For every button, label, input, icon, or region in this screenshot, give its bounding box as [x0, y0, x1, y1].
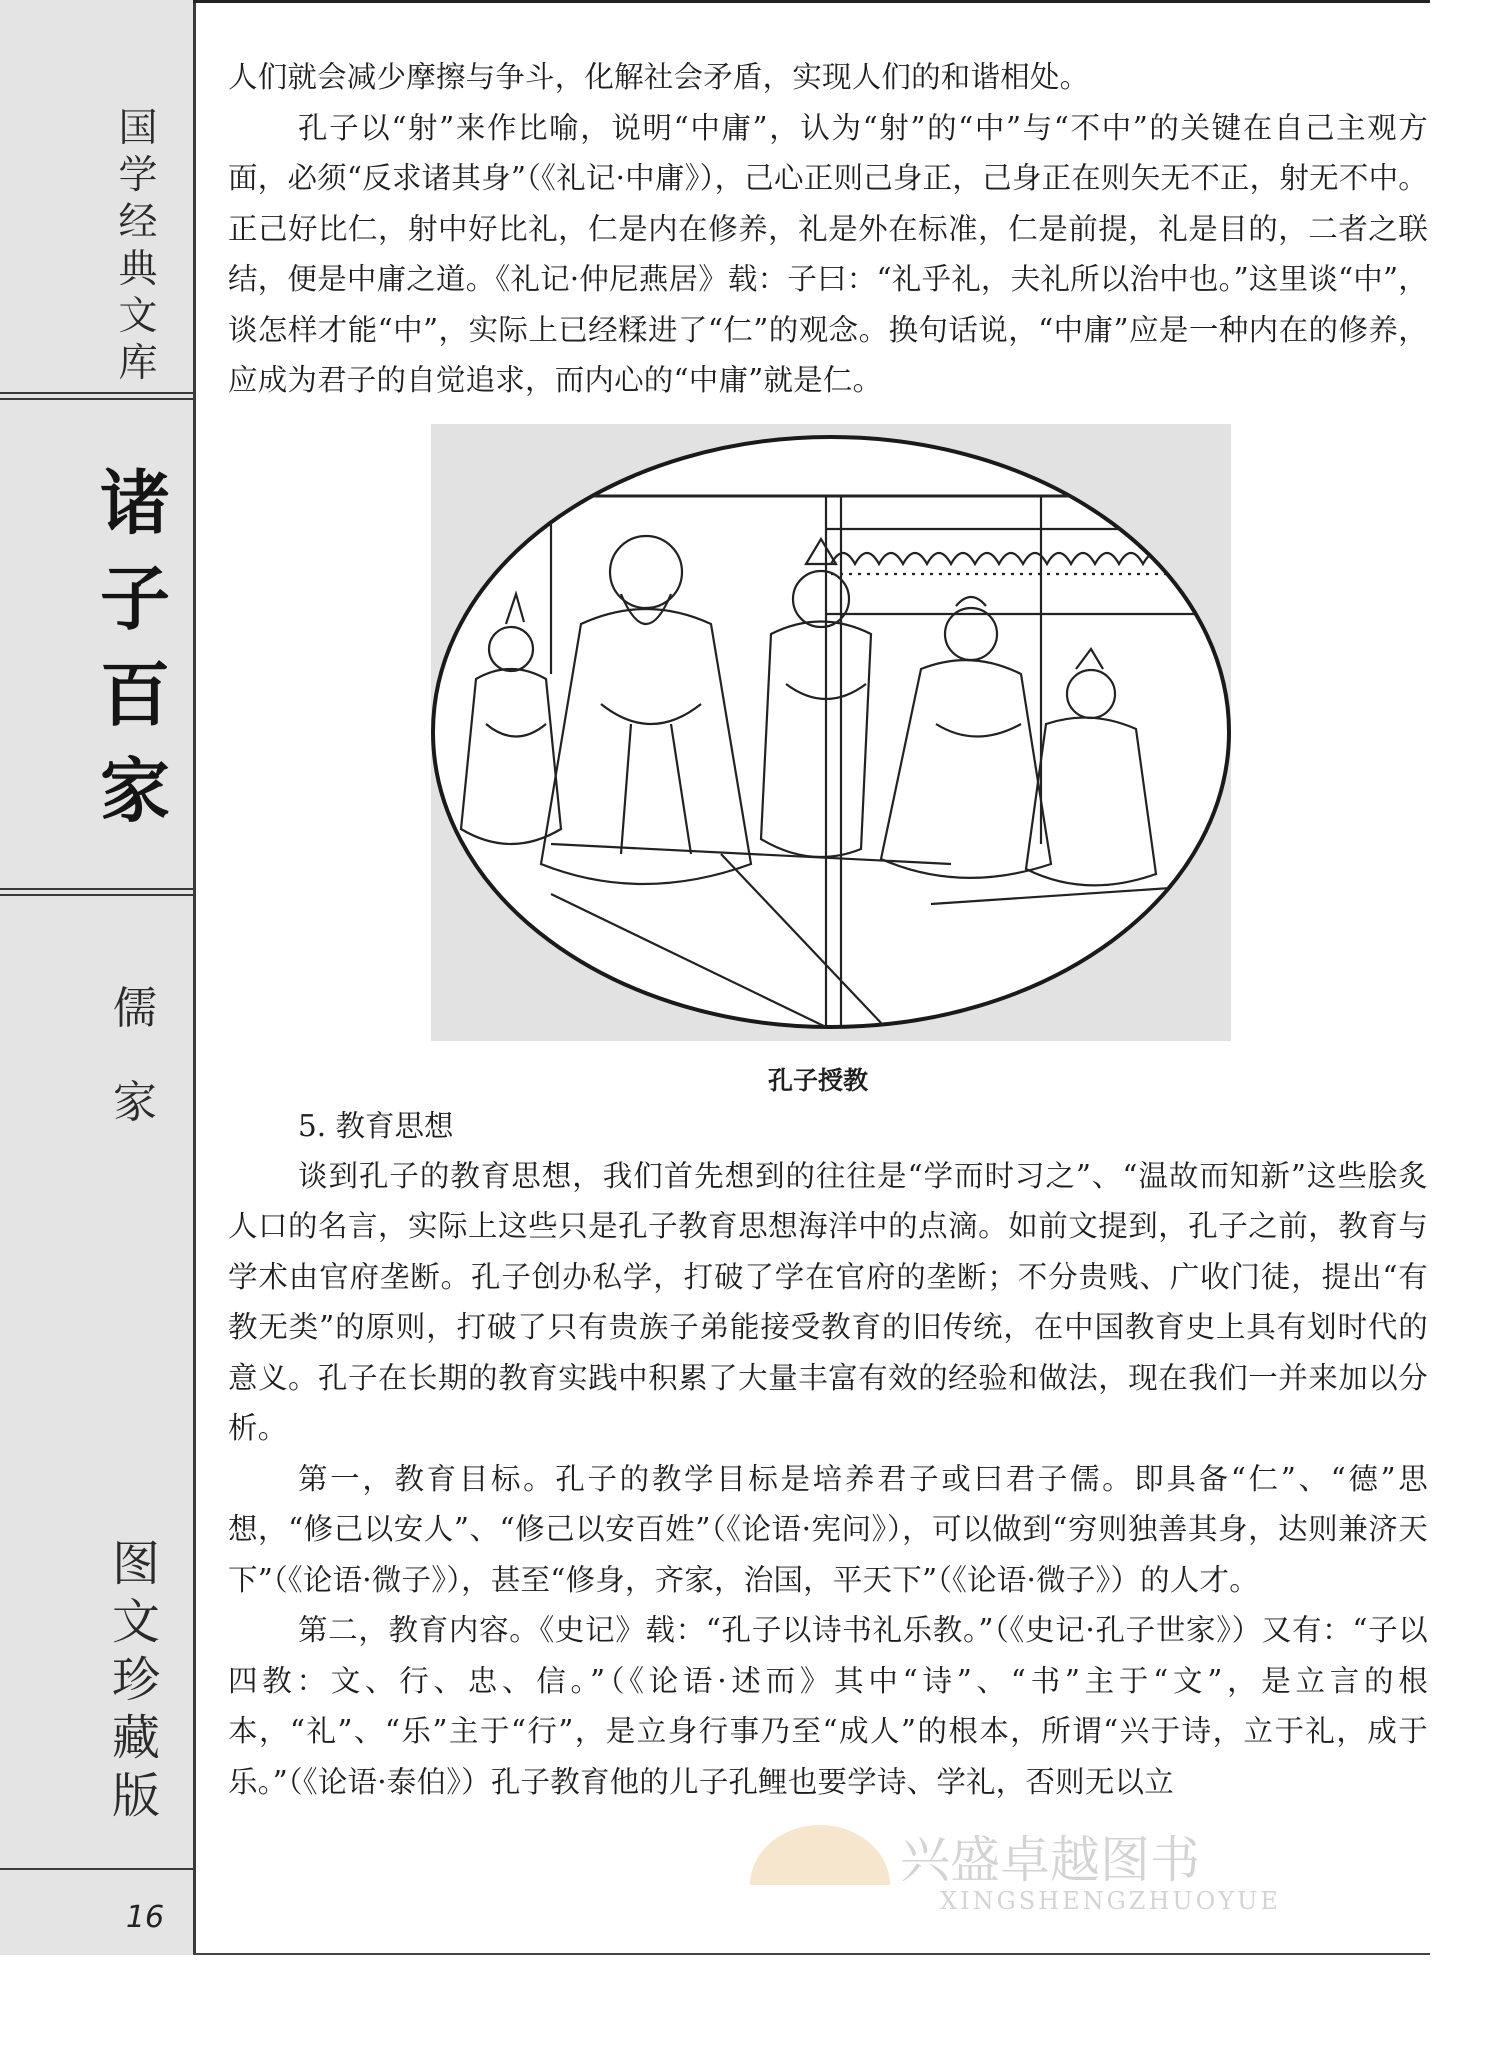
sidebar: [0, 0, 196, 1955]
paragraph: 人们就会减少摩擦与争斗，化解社会矛盾，实现人们的和谐相处。: [228, 60, 1090, 94]
paragraph: 第二，教育内容。《史记》载：“孔子以诗书礼乐教。”（《史记·孔子世家》）又有：“子以四教：文、行、忠、信。”（《论语·述而》其中“诗”、“书”主于“文”，是立言的根本，“礼”、“乐”主于“行”，是立身行事乃至“成人”的根本，所谓“兴于诗，立于礼，成于乐。”（《论语·泰伯》）孔子教育他的儿子孔鲤也要学诗、学礼，否则无以立: [228, 1613, 1428, 1799]
watermark-text: 兴盛卓越图书: [900, 1831, 1200, 1889]
illustration-confucius-teaching: [431, 424, 1231, 1041]
page-number: 16: [125, 1900, 165, 1935]
figure-caption: 孔子授教: [767, 1065, 868, 1095]
sidebar-divider: [0, 392, 193, 400]
edition-label: 图文珍藏版: [111, 1536, 160, 1824]
series-title: 国学经典文库: [118, 106, 158, 386]
main-content: [228, 52, 1428, 1807]
sidebar-divider: [0, 888, 193, 896]
illustration-image: [431, 424, 1231, 1041]
sun-logo-icon: [740, 1805, 900, 1895]
paragraph: 第一，教育目标。孔子的教学目标是培养君子或曰君子儒。即具备“仁”、“德”思想，“修己以安人”、“修己以安百姓”（《论语·宪问》），可以做到“穷则独善其身，达则兼济天下”（《论语·微子》），甚至“修身，齐家，治国，平天下”（《论语·微子》）的人才。: [228, 1461, 1428, 1597]
paragraph: 孔子以“射”来作比喻，说明“中庸”，认为“射”的“中”与“不中”的关键在自己主观方面，必须“反求诸其身”（《礼记·中庸》），己心正则己身正，己身正在则矢无不正，射无不中。正己好比仁，射中好比礼，仁是内在修养，礼是外在标准，仁是前提，礼是目的，二者之联结，便是中庸之道。《礼记·仲尼燕居》载：子曰：“礼乎礼，夫礼所以治中也。”这里谈“中”，谈怎样才能“中”，实际上已经糅进了“仁”的观念。换句话说，“中庸”应是一种内在的修养，应成为君子的自觉追求，而内心的“中庸”就是仁。: [228, 110, 1428, 397]
sidebar-divider: [0, 1868, 193, 1870]
section-heading: 5. 教育思想: [298, 1108, 454, 1143]
watermark: [700, 1795, 1360, 1925]
book-title: 诸子百家: [100, 462, 170, 832]
watermark-text-en: XINGSHENGZHUOYUE: [940, 1887, 1281, 1915]
bottom-rule: [193, 1953, 1430, 1955]
school-label: 儒家: [113, 983, 157, 1128]
top-rule: [193, 0, 1430, 3]
paragraph: 谈到孔子的教育思想，我们首先想到的往往是“学而时习之”、“温故而知新”这些脍炙人口的名言，实际上这些只是孔子教育思想海洋中的点滴。如前文提到，孔子之前，教育与学术由官府垄断。孔子创办私学，打破了学在官府的垄断；不分贵贱、广收门徒，提出“有教无类”的原则，打破了只有贵族子弟能接受教育的旧传统，在中国教育史上具有划时代的意义。孔子在长期的教育实践中积累了大量丰富有效的经验和做法，现在我们一并来加以分析。: [228, 1158, 1428, 1445]
